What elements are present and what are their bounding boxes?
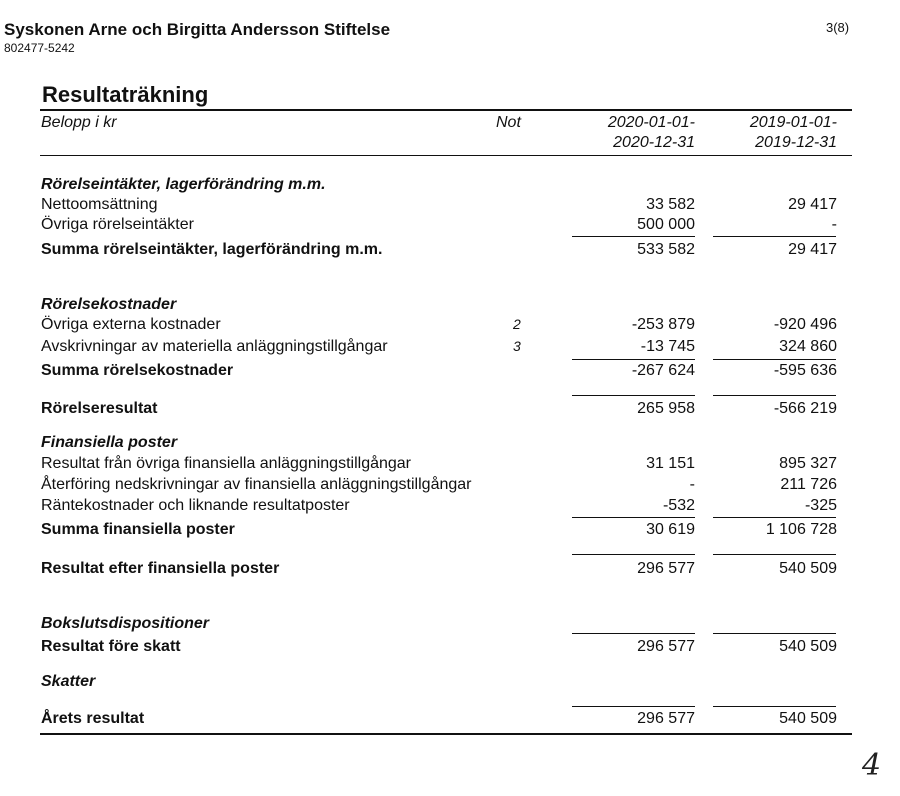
subtotal-rule	[572, 395, 695, 396]
subtotal-rule	[572, 517, 695, 518]
sum-row: Resultat före skatt 296 577 540 509	[41, 638, 837, 655]
title-rule	[40, 109, 852, 111]
subtotal-rule	[572, 706, 695, 707]
sum-row: Rörelseresultat 265 958 -566 219	[41, 400, 837, 417]
section-heading: Rörelsekostnader	[41, 296, 177, 313]
subtotal-rule	[572, 359, 695, 360]
section-heading: Bokslutsdispositioner	[41, 615, 210, 632]
column-header-note: Not	[496, 114, 521, 131]
subtotal-rule	[572, 236, 695, 237]
sum-row: Summa rörelseintäkter, lagerförändring m.m. 533 582 29 417	[41, 241, 837, 258]
table-row: Nettoomsättning 33 582 29 417	[41, 196, 837, 213]
org-number: 802477-5242	[4, 41, 75, 55]
table-row: Räntekostnader och liknande resultatposter -532 -325	[41, 497, 837, 514]
section-heading: Skatter	[41, 673, 96, 690]
table-row: Övriga externa kostnader 2 -253 879 -920 496	[41, 316, 837, 333]
organization-name: Syskonen Arne och Birgitta Andersson Stiftelse	[4, 20, 391, 39]
column-header-period2-end: 2019-12-31	[755, 134, 837, 151]
column-header-period1-start: 2020-01-01-	[607, 114, 695, 131]
table-row: Övriga rörelseintäkter 500 000 -	[41, 216, 837, 233]
column-header-label: Belopp i kr	[41, 114, 117, 131]
subtotal-rule	[713, 633, 836, 634]
table-row: Avskrivningar av materiella anläggningstillgångar 3 -13 745 324 860	[41, 338, 837, 355]
page-number: 3(8)	[826, 20, 850, 35]
table-row: Resultat från övriga finansiella anläggningstillgångar 31 151 895 327	[41, 455, 837, 472]
subtotal-rule	[713, 359, 836, 360]
subtotal-rule	[713, 706, 836, 707]
bottom-rule	[40, 733, 852, 735]
subtotal-rule	[572, 633, 695, 634]
total-row: Årets resultat 296 577 540 509	[41, 710, 837, 727]
subtotal-rule	[713, 236, 836, 237]
section-heading: Rörelseintäkter, lagerförändring m.m.	[41, 176, 326, 193]
subtotal-rule	[572, 554, 695, 555]
subtotal-rule	[713, 517, 836, 518]
sum-row: Summa rörelsekostnader -267 624 -595 636	[41, 362, 837, 379]
sum-row: Resultat efter finansiella poster 296 577 540 509	[41, 560, 837, 577]
header-rule	[40, 155, 852, 156]
column-header-period2-start: 2019-01-01-	[749, 114, 837, 131]
sum-row: Summa finansiella poster 30 619 1 106 728	[41, 521, 837, 538]
page-title: Resultaträkning	[42, 82, 209, 107]
section-heading: Finansiella poster	[41, 434, 178, 451]
table-row: Återföring nedskrivningar av finansiella anläggningstillgångar - 211 726	[41, 476, 837, 493]
handwritten-page-mark: 4	[862, 748, 882, 783]
column-header-period1-end: 2020-12-31	[613, 134, 695, 151]
subtotal-rule	[713, 395, 836, 396]
subtotal-rule	[713, 554, 836, 555]
